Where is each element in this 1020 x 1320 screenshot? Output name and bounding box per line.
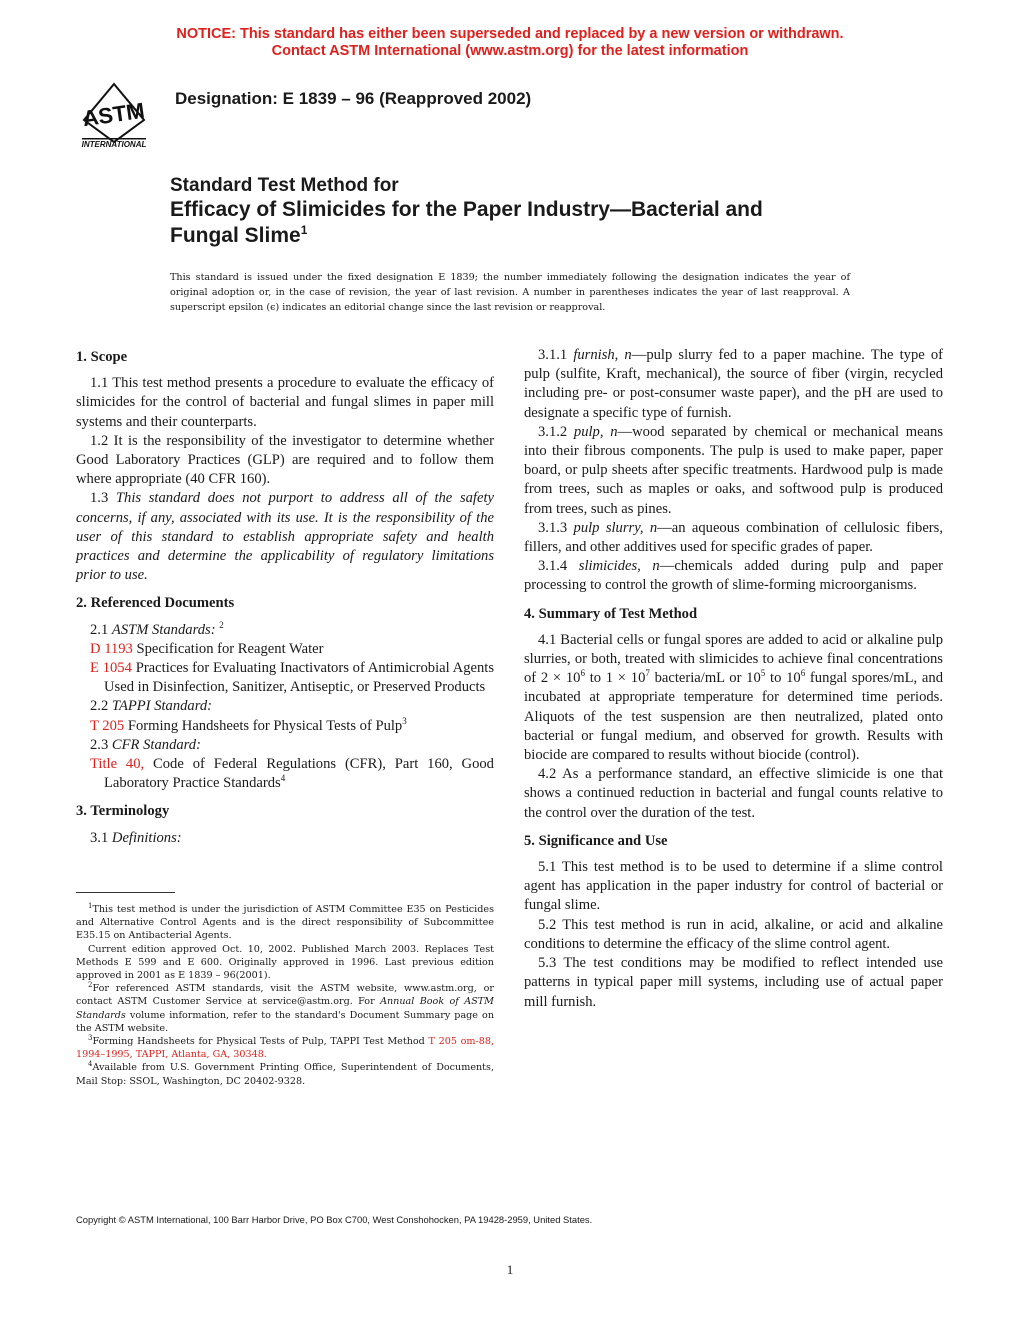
para-4-2: 4.2 As a performance standard, an effective slimicide is one that shows a continued reduction in bacterial and fungal counts relative to the control over the duration of the test. [524,766,943,821]
section-4-heading: 4. Summary of Test Method [524,605,698,622]
subsection-2-1: 2.1 ASTM Standards: $^2$ [90,619,224,638]
reference-e1054: E 1054 Practices for Evaluating Inactivators of Antimicrobial Agents Used in Disinfection, Sanitizer, Antiseptic, or Preserved Products [90,660,494,696]
reference-link-title40[interactable]: Title 40, [90,756,145,773]
para-1-2: 1.2 It is the responsibility of the investigator to determine whether Good Laboratory Practices (GLP) are required and to follow them where appropriate (40 CFR 160). [76,432,494,488]
supersession-notice [0,26,1020,60]
left-column [76,346,494,848]
astm-logo-caption: INTERNATIONAL [81,140,147,149]
title-line-3: Fungal Slime$^1$ [170,223,308,247]
right-column [524,346,943,1012]
footnote-3: $^3$Forming Handsheets for Physical Tests of Pulp, TAPPI Test Method T 205 om-88, 1994–1995, TAPPI, Atlanta, GA, 30348. [76,1033,494,1061]
section-5-heading: 5. Significance and Use [524,832,668,849]
title-line-1: Standard Test Method for [170,175,399,196]
para-5-1: 5.1 This test method is to be used to determine if a slime control agent has application in the paper industry for control of bacterial or fungal slime. [524,859,943,914]
para-4-1: 4.1 Bacterial cells or fungal spores are added to acid or alkaline pulp slurries, or both, treated with slimicides to achieve final concentrations of $2 \times 10^6$ to $1 \times 10^7$ bacteria/mL or $10^5$ to $10^6$ fungal spores/mL, and incubated at appropriate temperature for determined time periods. Aliquots of the test suspension are then neutralized, plated onto bacterial or fungal medium, and observed for growth. Results with biocide are compared to results without biocide (control). [524,631,943,764]
copyright-line: Copyright © ASTM International, 100 Barr Harbor Drive, PO Box C700, West Conshohocken, PA 19428-2959, United States. [76,1214,593,1225]
footnote-3-link[interactable]: T 205 om-88, 1994–1995, TAPPI, Atlanta, GA, 30348. [76,1036,494,1061]
reference-t205: T 205 Forming Handsheets for Physical Tests of Pulp$^3$ [90,715,407,734]
notice-line-1: NOTICE: This standard has either been superseded and replaced by a new version or withdrawn. [176,26,844,42]
definition-furnish: 3.1.1 furnish, n—pulp slurry fed to a paper machine. The type of pulp (sulfite, Kraft, mechanical), the source of fiber (virgin, recycled including pre- or post-consumer waste paper), and the pH are used to designate a specific type of furnish. [524,347,943,421]
para-1-1: 1.1 This test method presents a procedure to evaluate the efficacy of slimicides for the control of bacterial and fungal slimes in paper mill systems and their counterparts. [76,375,494,430]
definition-slimicides: 3.1.4 slimicides, n—chemicals added during pulp and paper processing to control the growth of slime-forming microorganisms. [524,558,944,594]
designation: Designation: E 1839 – 96 (Reapproved 2002) [175,89,532,108]
title-footnote-ref: 1 [300,223,308,237]
definition-pulp: 3.1.2 pulp, n—wood separated by chemical or mechanical means into their fibrous components. The pulp is used to make paper, paper board, or pulp sheets after specific treatments. Hardwood pulp is made from trees, such as maples or oaks, and softwood pulp is produced from trees, such as pines. [524,423,944,517]
footnote-2: $^2$For referenced ASTM standards, visit the ASTM website, www.astm.org, or contact ASTM Customer Service at service@astm.org. For Annual Book of ASTM Standards volume information, refer to the standard's Document Summary page on the ASTM website. [76,981,494,1034]
footnote-1-edition: Current edition approved Oct. 10, 2002. Published March 2003. Replaces Test Methods E 599 and E 600. Originally approved in 1996. Last previous edition approved in 2001 as E 1839 – 96(2001). [76,943,494,982]
title-line-2: Efficacy of Slimicides for the Paper Industry—Bacterial and [170,198,763,221]
subsection-2-3: 2.3 CFR Standard: [90,736,201,753]
para-5-2: 5.2 This test method is run in acid, alkaline, or acid and alkaline conditions to determine the efficacy of the slime control agent. [524,916,943,952]
footnote-4: $^4$Available from U.S. Government Printing Office, Superintendent of Documents, Mail Stop: SSOL, Washington, DC 20402-9328. [76,1060,494,1087]
footnotes [76,903,494,1088]
reference-link-e1054[interactable]: E 1054 [90,660,132,677]
astm-logo-letters: ASTM [80,97,147,132]
reference-link-t205[interactable]: T 205 [90,717,125,734]
footnote-1: $^1$This test method is under the jurisdiction of ASTM Committee E35 on Pesticides and Alternative Control Agents and is the direct responsibility of Subcommittee E35.15 on Antibacterial Agents. [76,901,494,942]
section-2-heading: 2. Referenced Documents [76,595,235,612]
notice-line-2: Contact ASTM International (www.astm.org) for the latest information [271,43,749,59]
reference-d1193: D 1193 Specification for Reagent Water [90,640,324,657]
section-3-heading: 3. Terminology [76,803,170,820]
para-1-3: 1.3 This standard does not purport to address all of the safety concerns, if any, associated with its use. It is the responsibility of the user of this standard to establish appropriate safety and health practices and determine the applicability of regulatory limitations prior to use. [76,490,494,584]
para-5-3: 5.3 The test conditions may be modified to reflect intended use patterns in typical paper mill systems, including use of actual paper mill furnish. [524,955,943,1010]
subsection-2-2: 2.2 TAPPI Standard: [90,698,213,715]
subsection-3-1: 3.1 Definitions: [90,829,182,846]
page-number: 1 [506,1262,514,1277]
reference-title40: Title 40, Code of Federal Regulations (CFR), Part 160, Good Laboratory Practice Standards$^4$ [90,756,494,792]
preamble: This standard is issued under the fixed designation E 1839; the number immediately following the designation indicates the year of original adoption or, in the case of revision, the year of last revision. A number in parentheses indicates the year of last reapproval. A superscript epsilon (ϵ) indicates an editorial change since the last revision or reapproval. [170,272,850,313]
definition-pulp-slurry: 3.1.3 pulp slurry, n—an aqueous combination of cellulosic fibers, fillers, and other additives used for specific grades of paper. [524,519,943,556]
reference-link-d1193[interactable]: D 1193 [90,640,133,657]
section-1-heading: 1. Scope [76,349,128,365]
astm-logo [68,78,160,150]
document-title [170,174,870,249]
footnote-divider [76,892,175,893]
